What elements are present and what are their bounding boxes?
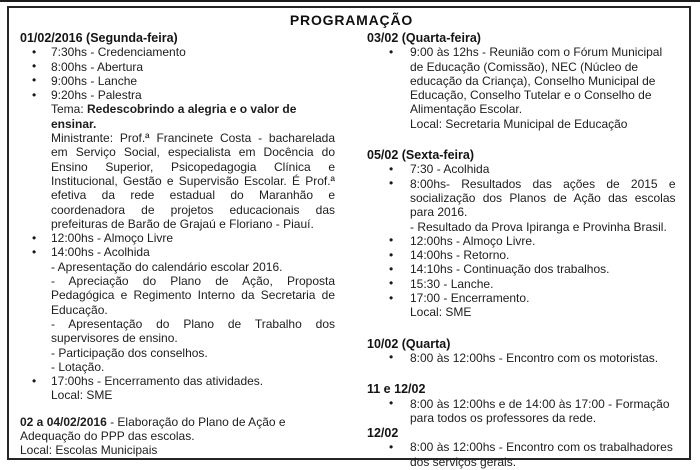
schedule-section — [367, 426, 676, 469]
text-run: 8:00hs- Resultados das ações de 2015 e socialização dos Planos de Ação das escolas para 2016. — [410, 176, 676, 220]
item-text — [51, 374, 335, 388]
bullet-icon: • — [389, 176, 394, 191]
text-run: 7:30 - Acolhida — [410, 162, 490, 177]
item-text — [51, 45, 335, 59]
item-detail — [51, 388, 335, 402]
item-detail — [51, 360, 335, 374]
item-text — [51, 231, 335, 245]
text-run: 8:00 às 12:00hs - Encontro com os motoristas. — [410, 350, 659, 365]
item-detail — [51, 131, 335, 231]
text-run: Local: SME — [51, 388, 113, 403]
schedule-item — [367, 440, 676, 469]
schedule-item — [367, 262, 676, 276]
text-run: 9:00 às 12hs - Reunião com o Fórum Municipal de Educação (Comissão), NEC (Núcleo de educação da Criança), Conselho Municipal de Educação, Conselho Tutelar e o Conselho de Alimentação Escolar. — [410, 45, 663, 117]
page-top-rule — [0, 0, 700, 2]
schedule-section — [367, 31, 676, 131]
bullet-icon: • — [32, 373, 37, 388]
text-run: Tema: — [51, 102, 88, 117]
text-run: Local: Secretaria Municipal de Educação — [410, 116, 628, 131]
schedule-item — [20, 374, 335, 388]
document-title: PROGRAMAÇÃO — [289, 12, 414, 28]
item-text — [410, 234, 676, 248]
schedule-section — [367, 148, 676, 320]
bullet-icon: • — [32, 244, 37, 259]
bullet-icon: • — [389, 396, 394, 411]
schedule-item — [367, 177, 676, 220]
schedule-section — [367, 337, 676, 366]
bullet-icon: • — [389, 261, 394, 276]
item-detail — [51, 317, 335, 346]
right-column — [367, 31, 676, 469]
schedule-item — [20, 45, 335, 59]
item-text — [51, 60, 335, 74]
schedule-item — [367, 351, 676, 365]
date-heading: 10/02 (Quarta) — [367, 336, 451, 351]
schedule-item — [367, 397, 676, 426]
schedule-item — [20, 88, 335, 102]
bullet-icon: • — [389, 233, 394, 248]
text-run: Local: Escolas Municipais — [20, 443, 158, 458]
date-heading: 12/02 — [367, 426, 399, 441]
text-run: 9:00hs - Lanche — [51, 73, 138, 88]
text-run: 8:00hs - Abertura — [51, 59, 144, 74]
item-detail — [51, 346, 335, 360]
bullet-icon: • — [389, 290, 394, 305]
schedule-item — [20, 60, 335, 74]
item-text — [51, 74, 335, 88]
bullet-icon: • — [389, 161, 394, 176]
item-detail — [410, 305, 676, 319]
schedule-item — [367, 162, 676, 176]
item-text — [51, 88, 335, 102]
item-detail — [51, 102, 335, 131]
schedule-item — [20, 74, 335, 88]
bullet-icon: • — [389, 247, 394, 262]
item-text — [410, 440, 676, 469]
note-paragraph — [20, 443, 335, 457]
text-run: - Elaboração do Plano de Ação e Adequação do PPP das escolas. — [20, 414, 286, 444]
text-run: 15:30 - Lanche. — [410, 276, 494, 291]
bullet-icon: • — [32, 87, 37, 102]
schedule-item — [367, 277, 676, 291]
text-run: Redescobrindo a alegria e o valor de ensinar. — [51, 102, 297, 131]
item-text — [410, 45, 676, 116]
bullet-icon: • — [389, 276, 394, 291]
date-heading: 03/02 (Quarta-feira) — [367, 31, 481, 45]
schedule-section — [20, 415, 335, 458]
text-run: 12:00hs - Almoço Livre — [51, 231, 174, 246]
item-text — [410, 277, 676, 291]
document-sheet — [7, 6, 691, 469]
text-run: - Participação dos conselhos. — [51, 345, 208, 360]
text-run: Local: SME — [410, 305, 472, 320]
schedule-section — [20, 31, 335, 403]
bullet-icon: • — [389, 350, 394, 365]
bullet-icon: • — [389, 44, 394, 59]
date-heading: 01/02/2016 (Segunda-feira) — [20, 31, 178, 45]
text-run: 9:20hs - Palestra — [51, 88, 142, 103]
left-column — [20, 31, 335, 458]
text-run: - Lotação. — [51, 359, 105, 374]
text-run: 02 a 04/02/2016 — [20, 414, 107, 429]
schedule-item — [20, 231, 335, 245]
text-run: 7:30hs - Credenciamento — [51, 45, 186, 60]
item-detail — [51, 274, 335, 317]
item-text — [410, 177, 676, 220]
text-run: - Apreciação do Plano de Ação, Proposta Pedagógica e Regimento Interno da Secretaria de Educação. — [51, 274, 335, 317]
item-detail — [410, 117, 676, 131]
bullet-icon: • — [32, 73, 37, 88]
bullet-icon: • — [389, 439, 394, 454]
bullet-icon: • — [32, 44, 37, 59]
text-run: 8:00 às 12:00hs e de 14:00 às 17:00 - Formação para todos os professores da rede. — [410, 396, 670, 425]
text-run: - Resultado da Prova Ipiranga e Provinha Brasil. — [410, 219, 667, 234]
schedule-item — [367, 248, 676, 262]
item-detail — [410, 220, 676, 234]
item-text — [51, 245, 335, 259]
schedule-section — [367, 382, 676, 425]
date-heading: 11 e 12/02 — [367, 382, 426, 397]
text-run: 14:10hs - Continuação dos trabalhos. — [410, 262, 610, 277]
item-text — [410, 291, 676, 305]
text-run: - Apresentação do Plano de Trabalho dos supervisores de ensino. — [51, 316, 335, 346]
schedule-item — [367, 45, 676, 116]
text-run: 17:00hs - Encerramento das atividades. — [51, 374, 264, 389]
text-run: - Apresentação do calendário escolar 2016. — [51, 259, 283, 274]
schedule-item — [367, 234, 676, 248]
schedule-item — [367, 291, 676, 305]
text-run: 14:00hs - Retorno. — [410, 248, 510, 263]
text-run: Ministrante: Prof.ª Francinete Costa - bacharelada em Serviço Social, especialista em Docência do Ensino Superior, Psicopedagogia Clínica e Institucional, Gestão e Supervisão Escolar. É Prof.ª efetiva da rede estadual do Maranhão e coordenadora de projetos educacionais das prefeituras de Barão de Grajaú e Floriano - Piauí. — [51, 131, 335, 231]
bullet-icon: • — [32, 230, 37, 245]
date-heading: 05/02 (Sexta-feira) — [367, 148, 475, 163]
item-detail — [51, 260, 335, 274]
text-run: 8:00 às 12:00hs - Encontro com os trabalhadores dos serviços gerais. — [410, 440, 673, 469]
item-text — [410, 162, 676, 176]
text-run: 14:00hs - Acolhida — [51, 245, 150, 260]
columns-container — [20, 31, 683, 469]
item-text — [410, 248, 676, 262]
text-run: 12:00hs - Almoço Livre. — [410, 233, 536, 248]
item-text — [410, 397, 676, 426]
schedule-item — [20, 245, 335, 259]
item-text — [410, 351, 676, 365]
text-run: 17:00 - Encerramento. — [410, 291, 530, 306]
bullet-icon: • — [32, 59, 37, 74]
item-text — [410, 262, 676, 276]
note-paragraph — [20, 415, 335, 444]
